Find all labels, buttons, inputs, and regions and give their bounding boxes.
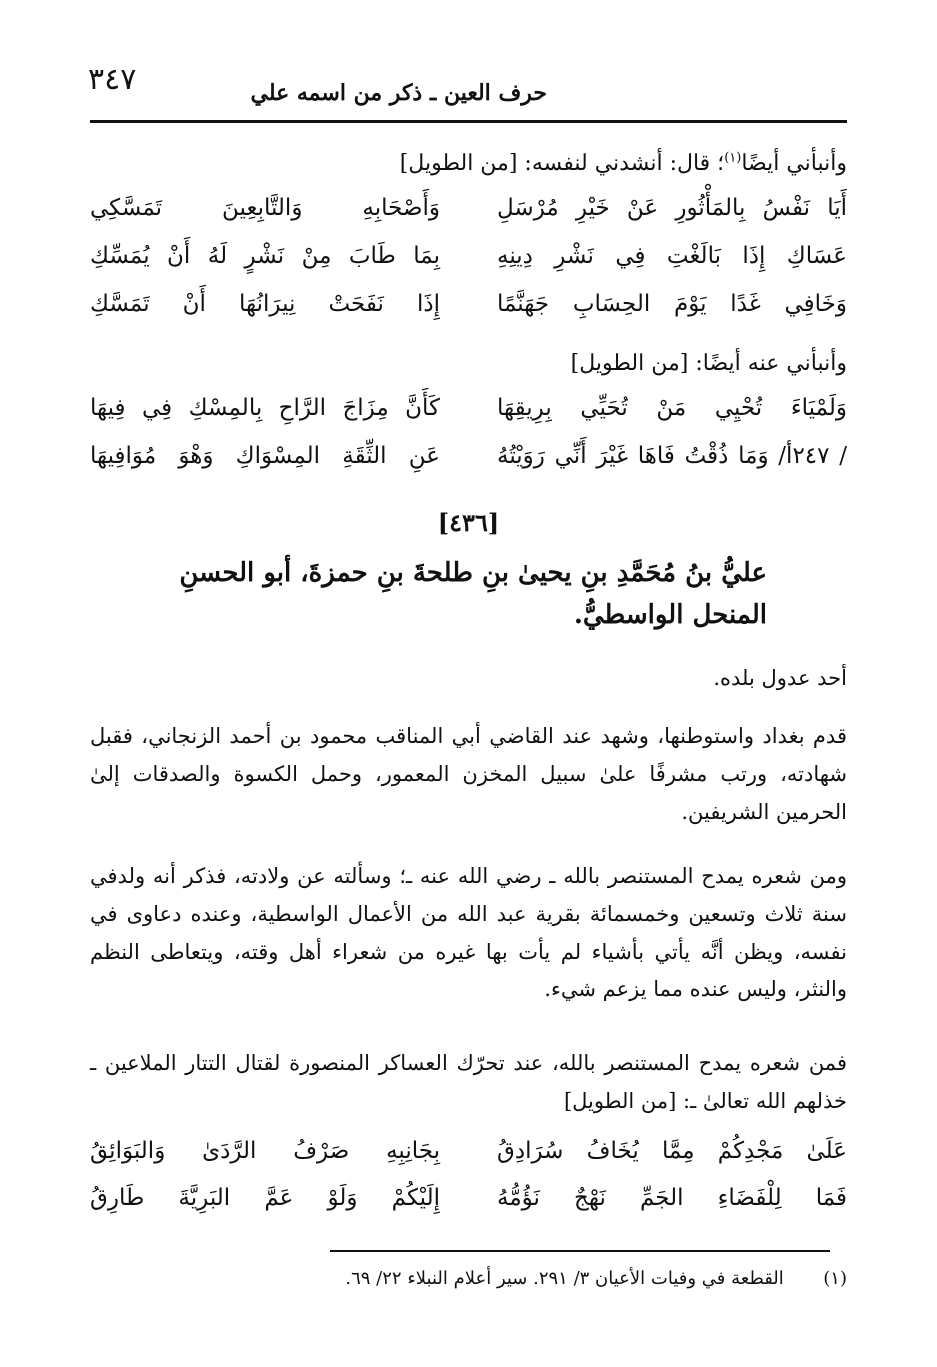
verse-second-hemistich: عَنِ الثِّقَةِ المِسْوَاكِ وَهْوَ مُوَافِيهَا (90, 443, 440, 469)
verse-row (90, 243, 847, 283)
verse-first-hemistich: أَيَا نَفْسُ بِالمَأْثُورِ عَنْ خَيْرِ مُرْسَلِ (497, 195, 847, 221)
verse-second-hemistich: إِلَيْكُمْ وَلَوْ عَمَّ البَرِيَّةَ طَارِقُ (90, 1185, 440, 1211)
verse-first-hemistich: عَلَىٰ مَجْدِكُمْ مِمَّا يُخَافُ سُرَادِقُ (497, 1138, 847, 1164)
verse-first-hemistich: / ٢٤٧أ/ وَمَا ذُقْتُ فَاهَا غَيْرَ أَنِّي رَوَيْتُهُ (497, 443, 847, 469)
footnote-text: القطعة في وفيات الأعيان ٣/ ٢٩١. سير أعلام النبلاء ٢٢/ ٦٩. (345, 1268, 784, 1289)
verse-first-hemistich: عَسَاكِ إِذَا بَالَغْتِ فِي نَشْرِ دِينِهِ (497, 243, 847, 269)
entry-title-line: المنحل الواسطيُّ. (573, 600, 767, 630)
page-number: ٣٤٧ (88, 62, 137, 97)
verse-first-hemistich: فَمَا لِلْفَضَاءِ الجَمِّ نَهْجٌ نَؤُمُّهُ (497, 1185, 847, 1211)
verse-row (90, 195, 847, 235)
paragraph: قدم بغداد واستوطنها، وشهد عند القاضي أبي المناقب محمود بن أحمد الزنجاني، فقبل شهادته، ورتب مشرفًا علىٰ سبيل المخزن المعمور، وحمل الكسوة والصدقات إلىٰ الحرمين الشريفين. (90, 724, 847, 824)
verse-first-hemistich: وَخَافِي غَدًا يَوْمَ الحِسَابِ جَهَنَّمًا (497, 291, 847, 317)
footnote-rule (330, 1250, 830, 1252)
section2-intro: وأنبأني عنه أيضًا: [من الطويل] (570, 351, 847, 376)
verse-row (90, 291, 847, 331)
running-title: حرف العين ـ ذكر من اسمه علي (250, 80, 547, 106)
verse-first-hemistich: وَلَمْيَاءَ تُحْيِي مَنْ تُحَيِّي بِرِيقِهَا (497, 395, 847, 421)
footnote-ref[interactable]: (١) (724, 150, 742, 166)
entry-title-line: عليُّ بنُ مُحَمَّدِ بنِ يحيىٰ بنِ طلحةَ بنِ حمزةَ، أبو الحسنِ (179, 558, 767, 588)
verse-second-hemistich: إِذَا نَفَحَتْ نِيرَانُهَا أَنْ تَمَسَّكِ (90, 291, 440, 317)
footnote-marker: (١) (823, 1268, 847, 1289)
intro-rest: ؛ قال: أنشدني لنفسه: [من الطويل] (399, 151, 725, 176)
verse-second-hemistich: وَأَصْحَابِهِ وَالتَّابِعِينَ تَمَسَّكِي (90, 195, 440, 221)
verse-row (90, 395, 847, 435)
footnote (200, 1268, 847, 1289)
paragraph: فمن شعره يمدح المستنصر بالله، عند تحرّك العساكر المنصورة لقتال التتار الملاعين ـ خذلهم الله تعالىٰ ـ: [من الطويل] (90, 1051, 847, 1113)
entry-number: [٤٣٦] (437, 508, 500, 537)
verse-row (90, 1185, 847, 1225)
verse-second-hemistich: بِمَا طَابَ مِنْ نَشْرٍ لَهُ أَنْ يُمَسِّكِ (90, 243, 440, 269)
intro-text: وأنبأني أيضًا (741, 151, 847, 176)
header-rule (90, 120, 847, 123)
verse-row (90, 1138, 847, 1178)
verse-row (90, 443, 847, 483)
section1-intro (90, 150, 847, 179)
verse-second-hemistich: بِجَانِبِهِ صَرْفُ الرَّدَىٰ وَالبَوَائِقُ (90, 1138, 440, 1164)
paragraph: ومن شعره يمدح المستنصر بالله ـ رضي الله عنه ـ؛ وسألته عن ولادته، فذكر أنه ولدفي سنة ثلاث وتسعين وخمسمائة بقرية عبد الله من الأعمال الواسطية، وعنده دعاوى في نفسه، ويظن أنَّه يأتي بأشياء لم يأت بها غيره من شعراء أهل وقته، ويتعاطى النظم والنثر، وليس عنده مما يزعم شيء. (90, 864, 847, 1002)
verse-second-hemistich: كَأَنَّ مِزَاجَ الرَّاحِ بِالمِسْكِ فِي فِيهَا (90, 395, 440, 421)
paragraph: أحد عدول بلده. (713, 666, 847, 690)
